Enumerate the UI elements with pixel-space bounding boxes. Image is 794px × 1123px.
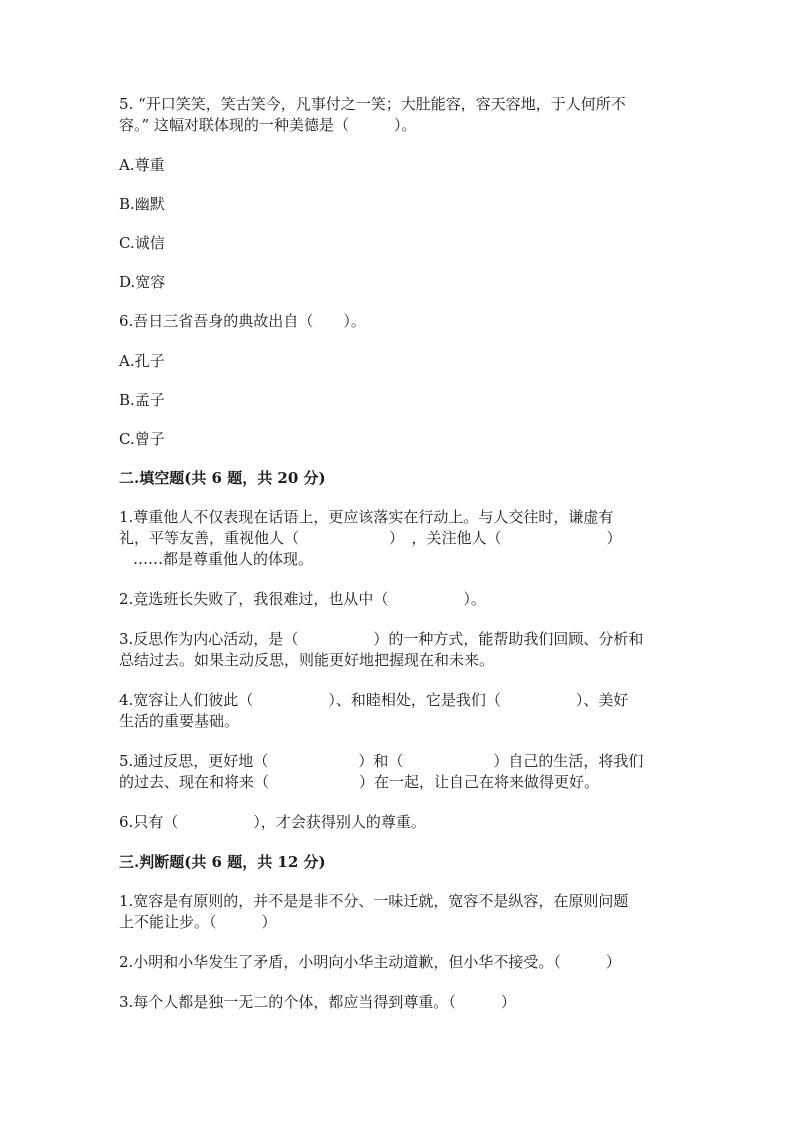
- section-heading-fill: 二.填空题(共 6 题，共 20 分): [119, 469, 326, 487]
- question-text: 6.吾日三省吾身的典故出自（ ）。: [119, 312, 366, 330]
- question-text: 容。” 这幅对联体现的一种美德是（ ）。: [119, 116, 417, 134]
- question-text: 4.宽容让人们彼此（ ）、和睦相处，它是我们（ ）、美好: [119, 691, 629, 709]
- question-text: 上不能让步。（ ）: [119, 913, 277, 931]
- question-fill-1: [119, 507, 679, 570]
- question-choice-5: [119, 94, 679, 136]
- question-judge-1: [119, 891, 679, 933]
- option-c: C.曾子: [119, 430, 165, 448]
- question-text: 1.尊重他人不仅表现在话语上，更应该落实在行动上。与人交往时，谦虚有: [119, 508, 614, 526]
- option-b: B.孟子: [119, 391, 165, 409]
- question-fill-2: [119, 589, 679, 610]
- question-text: 生活的重要基础。: [119, 712, 240, 730]
- option-a: A.孔子: [119, 352, 165, 370]
- question-fill-6: [119, 812, 679, 833]
- question-text: 2.小明和小华发生了矛盾，小明向小华主动道歉，但小华不接受。（ ）: [119, 953, 621, 971]
- exam-page: [119, 94, 679, 1032]
- question-text: 2.竞选班长失败了，我很难过，也从中（ ）。: [119, 590, 486, 608]
- question-text: 5.通过反思，更好地（ ）和（ ）自己的生活，将我们: [119, 752, 644, 770]
- question-text: 3.每个人都是独一无二的个体，都应当得到尊重。（ ）: [119, 993, 516, 1011]
- question-text: 5. “开口笑笑，笑古笑今，凡事付之一笑；大肚能容，容天容地，于人何所不: [119, 95, 626, 113]
- option-a: A.尊重: [119, 156, 165, 174]
- question-text: 3.反思作为内心活动，是（ ）的一种方式，能帮助我们回顾、分析和: [119, 630, 644, 648]
- question-text: 礼，平等友善，重视他人（ ） ，关注他人（ ）: [119, 529, 622, 547]
- question-judge-3: [119, 992, 679, 1013]
- option-c: C.诚信: [119, 234, 165, 252]
- option-b: B.幽默: [119, 195, 165, 213]
- question-fill-4: [119, 690, 679, 732]
- question-text: 6.只有（ ），才会获得别人的尊重。: [119, 813, 426, 831]
- question-text: ……都是尊重他人的体现。: [133, 550, 314, 568]
- question-text: 总结过去。如果主动反思，则能更好地把握现在和未来。: [119, 651, 495, 669]
- option-d: D.宽容: [119, 273, 166, 291]
- question-text: 的过去、现在和将来（ ）在一起，让自己在将来做得更好。: [119, 773, 600, 791]
- question-choice-6: [119, 311, 679, 332]
- section-heading-judge: 三.判断题(共 6 题，共 12 分): [119, 853, 326, 871]
- question-fill-3: [119, 629, 679, 671]
- question-judge-2: [119, 952, 679, 973]
- question-fill-5: [119, 751, 679, 793]
- question-text: 1.宽容是有原则的，并不是是非不分、一味迁就，宽容不是纵容，在原则问题: [119, 892, 629, 910]
